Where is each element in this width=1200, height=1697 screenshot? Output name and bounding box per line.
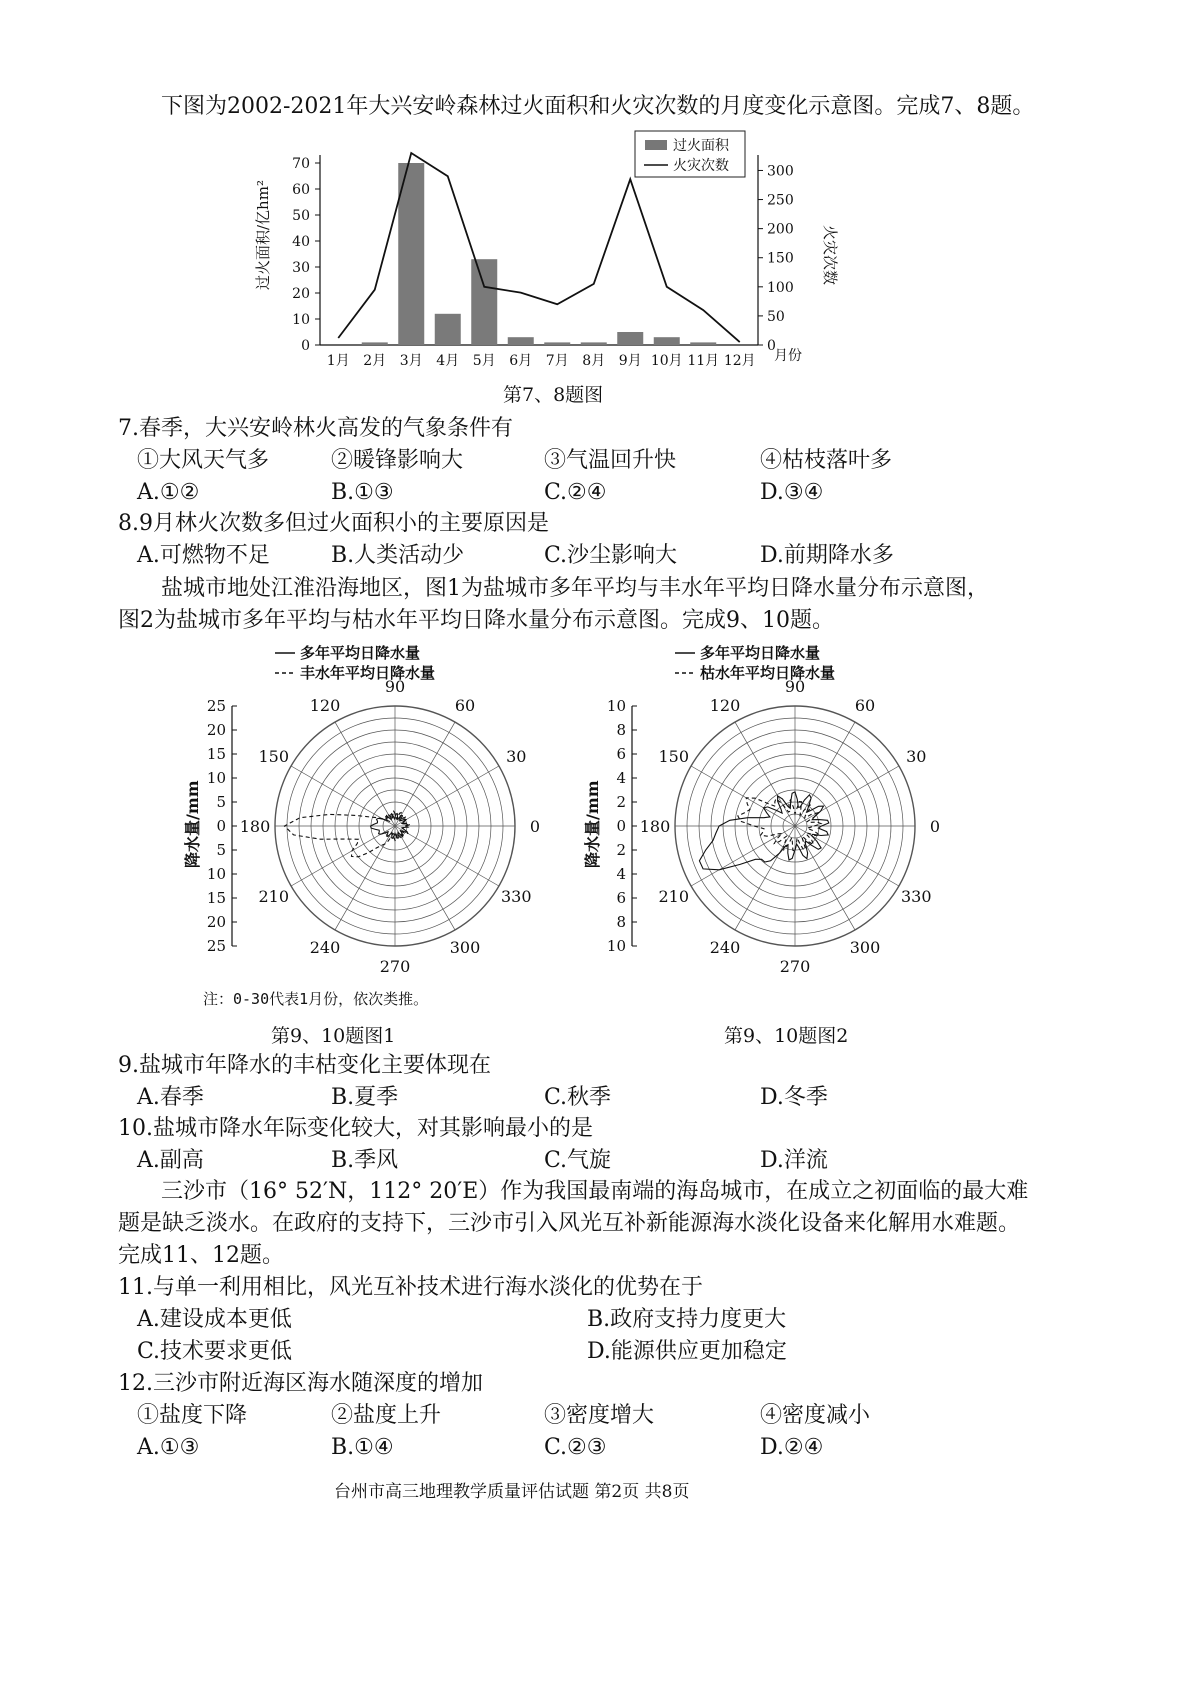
chart-legend: [635, 131, 745, 177]
x-tick-label: 6月: [509, 353, 533, 369]
y-left-tick-label: 30: [292, 260, 310, 276]
area-bar: [617, 332, 643, 345]
y-left-tick-label: 20: [292, 286, 310, 302]
x-tick-label: 4月: [436, 353, 460, 369]
polar-angle-label: 60: [854, 695, 876, 715]
polar-angle-label: 120: [309, 695, 341, 715]
q9-option-b[interactable]: B.夏季: [331, 1085, 399, 1110]
polar-angle-label: 90: [784, 677, 806, 696]
x-tick-label: 7月: [545, 353, 569, 369]
q9-option-c[interactable]: C.秋季: [544, 1085, 612, 1110]
x-tick-label: 10月: [650, 353, 683, 369]
polar-chart-2: [570, 638, 950, 998]
polar-scale-label: 0: [216, 817, 226, 835]
polar-angle-label: 150: [658, 747, 690, 766]
q12-item-4: ④密度减小: [760, 1403, 871, 1428]
polar-scale-label: 6: [616, 745, 626, 763]
page-footer: 台州市高三地理教学质量评估试题 第2页 共8页: [334, 1482, 690, 1502]
polar-angle-label: 150: [258, 747, 290, 766]
polar-angle-label: 240: [309, 938, 341, 958]
q11-option-c[interactable]: C.技术要求更低: [137, 1339, 293, 1364]
y-right-tick-label: 50: [767, 308, 785, 325]
q9-option-d[interactable]: D.冬季: [760, 1085, 828, 1110]
polar-scale-label: 4: [616, 865, 626, 883]
polar-angle-label: 210: [258, 887, 290, 906]
x-tick-label: 8月: [582, 353, 606, 369]
x-axis-unit-label: 月份: [774, 348, 802, 364]
y-axis-right-label: 火灾次数: [821, 225, 839, 286]
polar-angle-label: 300: [449, 938, 481, 958]
intro-paragraph-3b: 题是缺乏淡水。在政府的支持下，三沙市引入风光互补新能源海水淡化设备来化解用水难题。: [118, 1211, 1021, 1236]
q10-option-d[interactable]: D.洋流: [760, 1148, 828, 1173]
q7-item-2: ②暖锋影响大: [331, 448, 464, 473]
x-tick-label: 5月: [472, 353, 496, 369]
q7-option-c[interactable]: C.②④: [544, 480, 607, 505]
polar-scale-label: 2: [616, 793, 626, 811]
polar-scale-label: 25: [206, 697, 226, 715]
y-right-tick-label: 200: [767, 221, 794, 238]
polar-scale-label: 10: [206, 865, 226, 883]
y-left-tick-label: 60: [292, 182, 310, 198]
polar-angle-label: 60: [454, 695, 476, 715]
area-bar: [544, 342, 570, 345]
legend-area-label: 过火面积: [673, 138, 729, 154]
q11-option-b[interactable]: B.政府支持力度更大: [587, 1307, 787, 1332]
polar1-legend-dashed: 丰水年平均日降水量: [300, 664, 436, 682]
q10-option-a[interactable]: A.副高: [137, 1148, 204, 1173]
polar-scale-label: 6: [616, 889, 626, 907]
q8-option-c[interactable]: C.沙尘影响大: [544, 543, 678, 568]
y-left-tick-label: 50: [292, 208, 310, 224]
q12-option-d[interactable]: D.②④: [760, 1435, 824, 1460]
q12-item-3: ③密度增大: [544, 1403, 655, 1428]
polar-angle-label: 240: [709, 938, 741, 958]
x-tick-label: 1月: [326, 353, 350, 369]
polar-solid-series: [699, 792, 828, 870]
intro-paragraph-2a: 盐城市地处江淮沿海地区，图1为盐城市多年平均与丰水年平均日降水量分布示意图，: [161, 576, 989, 601]
intro-paragraph-2b: 图2为盐城市多年平均与枯水年平均日降水量分布示意图。完成9、10题。: [118, 608, 834, 633]
polar-scale-label: 8: [616, 721, 626, 739]
polar-angle-label: 180: [239, 817, 271, 836]
x-tick-label: 9月: [618, 353, 642, 369]
q11-option-a[interactable]: A.建设成本更低: [137, 1307, 292, 1332]
polar-angle-label: 0: [929, 817, 941, 836]
y-right-tick-label: 150: [767, 250, 794, 267]
polar-scale-label: 20: [206, 913, 226, 931]
q10-stem: 10.盐城市降水年际变化较大，对其影响最小的是: [118, 1116, 593, 1141]
polar-angle-label: 270: [379, 957, 411, 976]
intro-paragraph-1: 下图为2002-2021年大兴安岭森林过火面积和火灾次数的月度变化示意图。完成7、8题。: [161, 94, 1035, 119]
polar-angle-label: 270: [779, 957, 811, 976]
q9-stem: 9.盐城市年降水的丰枯变化主要体现在: [118, 1053, 491, 1078]
polar-angle-label: 90: [384, 677, 406, 696]
chart1-caption: 第7、8题图: [503, 384, 604, 406]
polar-scale-label: 15: [206, 745, 226, 763]
polar-scale-label: 5: [216, 793, 226, 811]
area-bar: [508, 337, 534, 345]
q8-option-a[interactable]: A.可燃物不足: [137, 543, 270, 568]
intro-paragraph-3c: 完成11、12题。: [118, 1243, 284, 1268]
area-bar: [581, 342, 607, 345]
y-left-tick-label: 70: [292, 156, 310, 172]
polar2-legend-solid: 多年平均日降水量: [700, 644, 821, 662]
intro-paragraph-3a: 三沙市（16° 52′N，112° 20′E）作为我国最南端的海岛城市，在成立之初面临的最大难: [161, 1179, 1029, 1204]
area-bar: [690, 342, 716, 345]
polar1-ylabel: 降水量/mm: [183, 780, 202, 868]
q12-stem: 12.三沙市附近海区海水随深度的增加: [118, 1371, 483, 1396]
polar-angle-label: 0: [529, 817, 541, 836]
area-bar: [654, 337, 680, 345]
area-bar: [435, 314, 461, 345]
polar-scale-label: 25: [206, 937, 226, 955]
polar-angle-label: 330: [500, 887, 532, 906]
polar-angle-label: 180: [639, 817, 671, 836]
q7-item-4: ④枯枝落叶多: [760, 448, 893, 473]
x-tick-label: 2月: [363, 353, 387, 369]
x-tick-label: 3月: [399, 353, 423, 369]
polar-angle-label: 30: [506, 747, 527, 766]
q7-item-1: ①大风天气多: [137, 448, 270, 473]
q12-option-c[interactable]: C.②③: [544, 1435, 607, 1460]
polar-scale-label: 10: [606, 697, 626, 715]
q10-option-c[interactable]: C.气旋: [544, 1148, 612, 1173]
q8-stem: 8.9月林火次数多但过火面积小的主要原因是: [118, 511, 549, 536]
y-right-tick-label: 250: [767, 192, 794, 209]
q12-option-b[interactable]: B.①④: [331, 1435, 394, 1460]
q12-item-2: ②盐度上升: [331, 1403, 442, 1428]
polar1-caption: 第9、10题图1: [271, 1025, 396, 1047]
polar-scale-label: 15: [206, 889, 226, 907]
legend-count-label: 火灾次数: [673, 158, 729, 174]
polar1-note: 注：0-30代表1月份，依次类推。: [203, 990, 429, 1008]
y-right-tick-label: 0: [767, 338, 776, 354]
polar-scale-label: 2: [616, 841, 626, 859]
q7-stem: 7.春季，大兴安岭林火高发的气象条件有: [118, 416, 513, 441]
area-bar: [362, 342, 388, 345]
polar-scale-label: 10: [206, 769, 226, 787]
q10-option-b[interactable]: B.季风: [331, 1148, 399, 1173]
q7-option-d[interactable]: D.③④: [760, 480, 824, 505]
polar2-legend-dashed: 枯水年平均日降水量: [700, 664, 836, 682]
polar-scale-label: 4: [616, 769, 626, 787]
x-tick-label: 12月: [723, 353, 756, 369]
q8-option-b[interactable]: B.人类活动少: [331, 543, 465, 568]
polar-angle-label: 300: [849, 938, 881, 958]
polar-angle-label: 30: [906, 747, 927, 766]
q8-option-d[interactable]: D.前期降水多: [760, 543, 894, 568]
polar-angle-label: 330: [900, 887, 932, 906]
polar-scale-label: 0: [616, 817, 626, 835]
x-tick-label: 11月: [687, 353, 720, 369]
y-left-tick-label: 10: [292, 312, 310, 328]
legend-bar-swatch: [645, 140, 667, 150]
q12-option-a[interactable]: A.①③: [137, 1435, 200, 1460]
polar-angle-label: 210: [658, 887, 690, 906]
polar2-ylabel: 降水量/mm: [583, 780, 602, 868]
polar-scale-label: 10: [606, 937, 626, 955]
q7-option-b[interactable]: B.①③: [331, 480, 394, 505]
y-left-tick-label: 0: [301, 338, 310, 354]
q7-option-a[interactable]: A.①②: [137, 480, 200, 505]
q11-option-d[interactable]: D.能源供应更加稳定: [587, 1339, 787, 1364]
y-right-tick-label: 300: [767, 163, 794, 180]
q11-stem: 11.与单一利用相比，风光互补技术进行海水淡化的优势在于: [118, 1275, 703, 1300]
polar-scale-label: 8: [616, 913, 626, 931]
y-axis-left-label: 过火面积/亿hm²: [254, 180, 272, 290]
q9-option-a[interactable]: A.春季: [137, 1085, 204, 1110]
q12-item-1: ①盐度下降: [137, 1403, 248, 1428]
y-right-tick-label: 100: [767, 279, 794, 296]
polar-scale-label: 5: [216, 841, 226, 859]
y-left-tick-label: 40: [292, 234, 310, 250]
polar-angle-label: 120: [709, 695, 741, 715]
area-bar: [471, 259, 497, 345]
polar-scale-label: 20: [206, 721, 226, 739]
fire-chart: [240, 125, 840, 400]
polar2-caption: 第9、10题图2: [724, 1025, 849, 1047]
q7-item-3: ③气温回升快: [544, 448, 677, 473]
polar-chart-1: [170, 638, 550, 998]
polar1-legend-solid: 多年平均日降水量: [300, 644, 421, 662]
